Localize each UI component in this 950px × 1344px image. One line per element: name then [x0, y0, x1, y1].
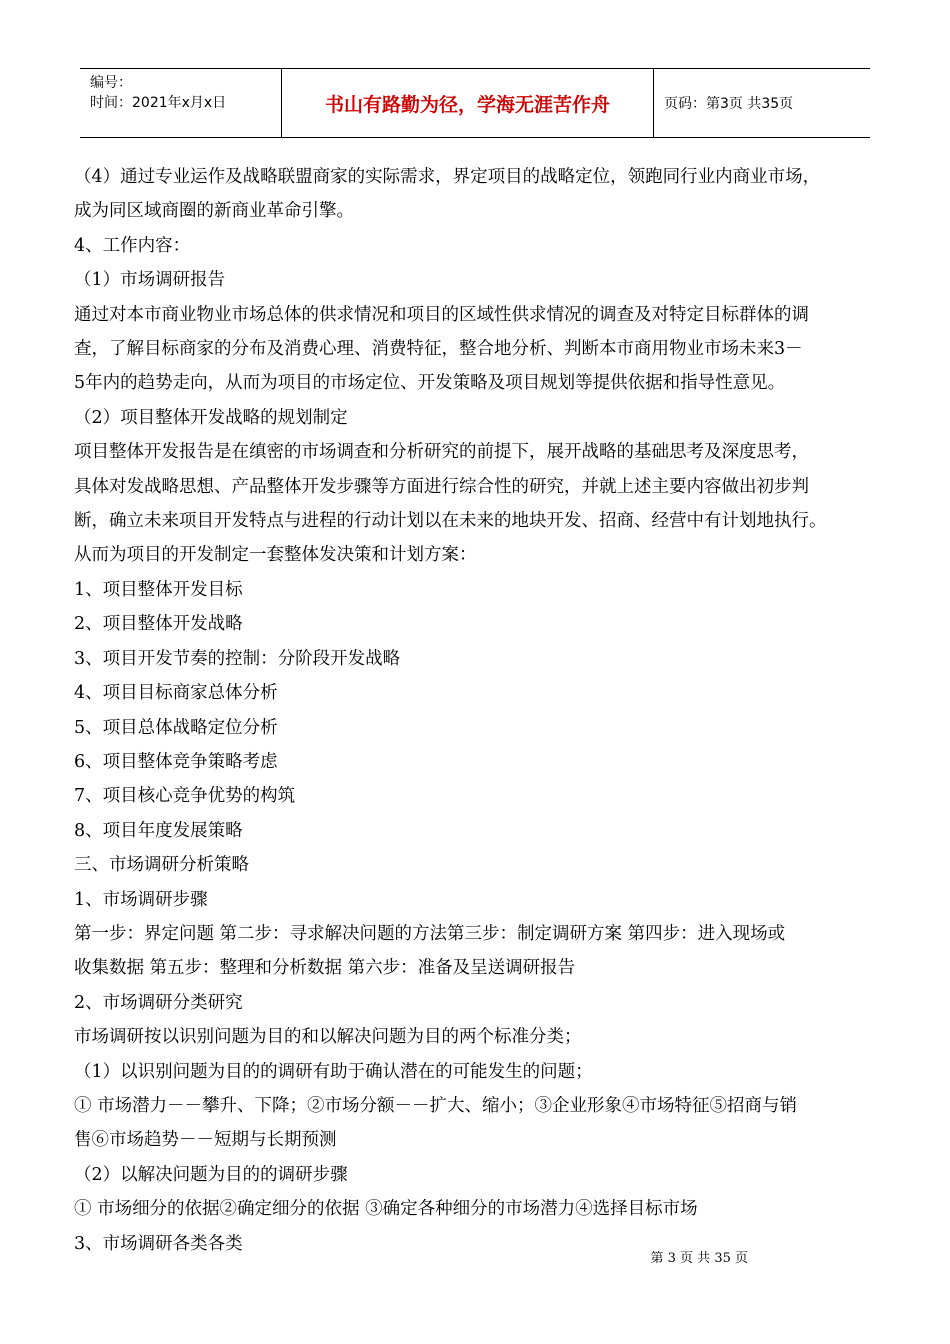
body-text-line: 6、项目整体竞争策略考虑: [74, 751, 278, 772]
body-text-line: ① 市场细分的依据②确定细分的依据 ③确定各种细分的市场潜力④选择目标市场: [74, 1199, 698, 1220]
body-text-line: 断，确立未来项目开发特点与进程的行动计划以在未来的地块开发、招商、经营中有计划地执行。: [74, 511, 827, 532]
body-text-line: （1）市场调研报告: [74, 270, 226, 291]
page-header: [80, 68, 870, 138]
body-text-line: （2）项目整体开发战略的规划制定: [74, 407, 348, 428]
body-text-line: 7、项目核心竞争优势的构筑: [74, 786, 296, 807]
document-date-label: 时间：2021年x月x日: [90, 95, 227, 111]
body-text-line: 第一步：界定问题 第二步：寻求解决问题的方法第三步：制定调研方案 第四步：进入现场或: [74, 923, 786, 944]
footer-page-number: 第 3 页 共 35 页: [650, 1251, 748, 1266]
body-text-line: 市场调研按以识别问题为目的和以解决问题为目的两个标准分类；: [74, 1027, 582, 1048]
body-text-line: （2）以解决问题为目的的调研步骤: [74, 1164, 348, 1185]
body-text-line: 查，了解目标商家的分布及消费心理、消费特征，整合地分析、判断本市商用物业市场未来3－: [74, 339, 803, 360]
body-text-line: （4）通过专业运作及战略联盟商家的实际需求，界定项目的战略定位，领跑同行业内商业市场，: [74, 167, 821, 187]
body-text-line: 5、项目总体战略定位分析: [74, 717, 278, 738]
body-text-line: 5年内的趋势走向，从而为项目的市场定位、开发策略及项目规划等提供依据和指导性意见。: [74, 373, 786, 394]
body-text-line: 三、市场调研分析策略: [74, 855, 249, 876]
body-text-line: 3、市场调研各类各类: [74, 1233, 243, 1254]
page-footer: [0, 1247, 950, 1266]
body-text-line: 4、项目目标商家总体分析: [74, 683, 278, 704]
body-text-line: 具体对发战略思想、产品整体开发步骤等方面进行综合性的研究，并就上述主要内容做出初步判: [74, 476, 809, 497]
header-motto: 书山有路勤为径，学海无涯苦作舟: [282, 69, 654, 137]
body-text-line: 1、项目整体开发目标: [74, 579, 243, 600]
document-body: [74, 160, 882, 1261]
body-text-line: ① 市场潜力－－攀升、下降；②市场分额－－扩大、缩小；③企业形象④市场特征⑤招商与销: [74, 1095, 798, 1116]
body-text-line: 从而为项目的开发制定一套整体发决策和计划方案：: [74, 545, 477, 566]
body-text-line: 成为同区域商圈的新商业革命引擎。: [74, 201, 354, 222]
header-meta-cell: [80, 69, 282, 137]
body-text-line: 1、市场调研步骤: [74, 889, 208, 910]
body-text-line: 4、工作内容：: [74, 235, 191, 256]
body-text-line: 2、市场调研分类研究: [74, 992, 243, 1013]
body-text-line: 8、项目年度发展策略: [74, 820, 243, 841]
body-text-line: 项目整体开发报告是在缜密的市场调查和分析研究的前提下，展开战略的基础思考及深度思考，: [74, 442, 809, 463]
body-text-line: 售⑥市场趋势－－短期与长期预测: [74, 1130, 337, 1151]
body-text-line: 通过对本市商业物业市场总体的供求情况和项目的区域性供求情况的调查及对特定目标群体的调: [74, 304, 809, 325]
body-text-line: （1）以识别问题为目的的调研有助于确认潜在的可能发生的问题；: [74, 1061, 593, 1082]
document-number-label: 编号：: [90, 75, 132, 91]
header-page-number: 页码：第3页 共35页: [664, 96, 794, 112]
body-text-line: 2、项目整体开发战略: [74, 614, 243, 635]
body-text-line: 3、项目开发节奏的控制：分阶段开发战略: [74, 648, 401, 669]
body-text-line: 收集数据 第五步：整理和分析数据 第六步：准备及呈送调研报告: [74, 958, 576, 979]
